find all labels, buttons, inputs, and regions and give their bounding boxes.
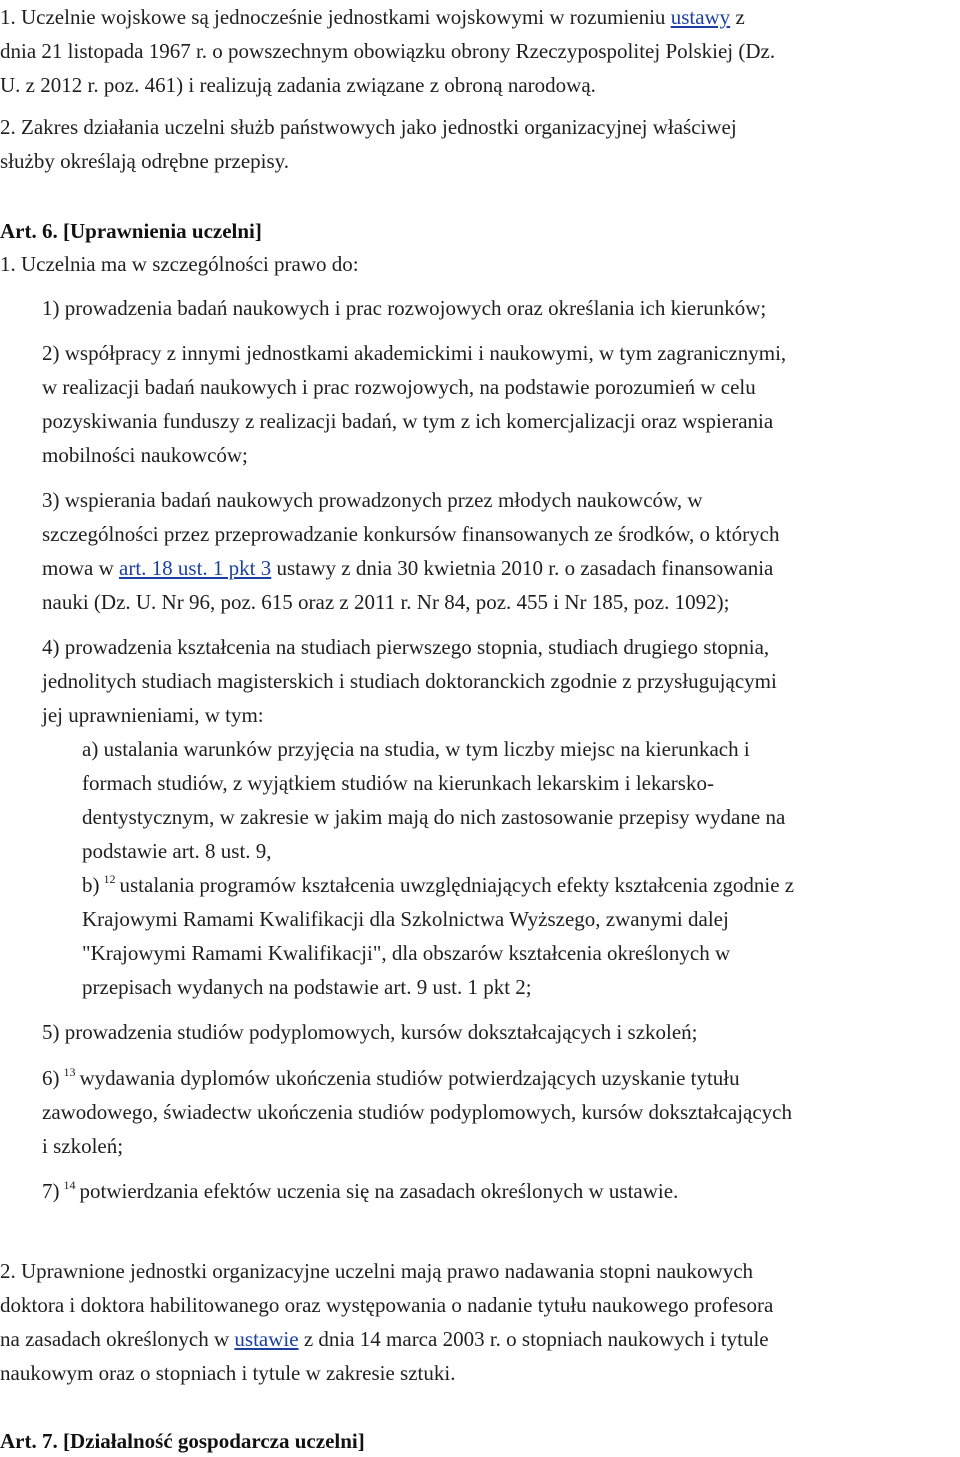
art6-item6-line1	[42, 1065, 740, 1091]
text: mowa w	[42, 556, 119, 580]
text: na zasadach określonych w	[0, 1327, 235, 1351]
art6-item4a-line3: dentystycznym, w zakresie w jakim mają do nich zastosowanie przepisy wydane na	[82, 805, 786, 829]
text: 1. Uczelnie wojskowe są jednocześnie jednostkami wojskowymi w rozumieniu	[0, 5, 671, 29]
text: ustawy z dnia 30 kwietnia 2010 r. o zasadach finansowania	[271, 556, 774, 580]
art6-item4a-line1: a) ustalania warunków przyjęcia na studia, w tym liczby miejsc na kierunkach i	[82, 737, 750, 761]
footnote-ref[interactable]: 12	[103, 872, 116, 886]
para2-line2: służby określają odrębne przepisy.	[0, 149, 290, 173]
para1-line3: U. z 2012 r. poz. 461) i realizują zadania związane z obroną narodową.	[0, 73, 596, 97]
para1-line2: dnia 21 listopada 1967 r. o powszechnym obowiązku obrony Rzeczypospolitej Polskiej (Dz.	[0, 39, 776, 63]
art6-item5: 5) prowadzenia studiów podyplomowych, kursów dokształcających i szkoleń;	[42, 1020, 698, 1044]
art6-item4b-line1	[82, 872, 794, 898]
art6-item4b-line3: "Krajowymi Ramami Kwalifikacji", dla obszarów kształcenia określonych w	[82, 941, 731, 965]
art6-para2-line4: naukowym oraz o stopniach i tytule w zakresie sztuki.	[0, 1361, 456, 1385]
footnote-ref[interactable]: 14	[63, 1178, 76, 1192]
text: ustalania programów kształcenia uwzględniających efekty kształcenia zgodnie z	[119, 873, 795, 897]
text: z dnia 14 marca 2003 r. o stopniach naukowych i tytule	[298, 1327, 769, 1351]
art7-heading: Art. 7. [Działalność gospodarcza uczelni]	[0, 1429, 365, 1453]
art6-item4-line2: jednolitych studiach magisterskich i studiach doktoranckich zgodnie z przysługującymi	[42, 669, 777, 693]
art6-item6-line2: zawodowego, świadectw ukończenia studiów podyplomowych, kursów dokształcających	[42, 1100, 792, 1124]
para2-line1: 2. Zakres działania uczelni służb państwowych jako jednostki organizacyjnej właściwej	[0, 115, 737, 139]
link-art-18[interactable]: art. 18 ust. 1 pkt 3	[119, 556, 272, 580]
art6-item6-line3: i szkoleń;	[42, 1134, 124, 1158]
art6-heading: Art. 6. [Uprawnienia uczelni]	[0, 219, 262, 243]
art6-item4b-line4: przepisach wydanych na podstawie art. 9 ust. 1 pkt 2;	[82, 975, 532, 999]
item-marker: b)	[82, 873, 100, 897]
footnote-ref[interactable]: 13	[63, 1065, 76, 1079]
art6-item4b-line2: Krajowymi Ramami Kwalifikacji dla Szkolnictwa Wyższego, zwanymi dalej	[82, 907, 729, 931]
art6-item2-line3: pozyskiwania funduszy z realizacji badań, w tym z ich komercjalizacji oraz wspierania	[42, 409, 774, 433]
art6-item2-line4: mobilności naukowców;	[42, 443, 248, 467]
art6-para2-line3	[0, 1326, 769, 1352]
art6-item1: 1) prowadzenia badań naukowych i prac rozwojowych oraz określania ich kierunków;	[42, 296, 767, 320]
art6-item2-line2: w realizacji badań naukowych i prac rozwojowych, na podstawie porozumień w celu	[42, 375, 756, 399]
art6-item3-line1: 3) wspierania badań naukowych prowadzonych przez młodych naukowców, w	[42, 488, 703, 512]
item-marker: 6)	[42, 1066, 60, 1090]
art6-item7	[42, 1178, 678, 1204]
art6-para2-line1: 2. Uprawnione jednostki organizacyjne uczelni mają prawo nadawania stopni naukowych	[0, 1259, 754, 1283]
para1-line1	[0, 4, 745, 30]
art6-item4a-line2: formach studiów, z wyjątkiem studiów na kierunkach lekarskim i lekarsko-	[82, 771, 714, 795]
item-marker: 7)	[42, 1179, 60, 1203]
link-ustawy[interactable]: ustawy	[670, 5, 731, 29]
art6-item2-line1: 2) współpracy z innymi jednostkami akademickimi i naukowymi, w tym zagranicznymi,	[42, 341, 787, 365]
art6-item3-line2: szczególności przez przeprowadzanie konkursów finansowanych ze środków, o których	[42, 522, 780, 546]
art6-intro: 1. Uczelnia ma w szczególności prawo do:	[0, 252, 359, 276]
art6-para2-line2: doktora i doktora habilitowanego oraz występowania o nadanie tytułu naukowego profesora	[0, 1293, 774, 1317]
text: potwierdzania efektów uczenia się na zasadach określonych w ustawie.	[79, 1179, 679, 1203]
text: z	[730, 5, 745, 29]
link-ustawie[interactable]: ustawie	[234, 1327, 299, 1351]
art6-item4-line3: jej uprawnieniami, w tym:	[42, 703, 264, 727]
text: wydawania dyplomów ukończenia studiów potwierdzających uzyskanie tytułu	[79, 1066, 740, 1090]
art6-item3-line4: nauki (Dz. U. Nr 96, poz. 615 oraz z 2011 r. Nr 84, poz. 455 i Nr 185, poz. 1092);	[42, 590, 730, 614]
art6-item3-line3	[42, 555, 773, 581]
art6-item4-line1: 4) prowadzenia kształcenia na studiach pierwszego stopnia, studiach drugiego stopnia,	[42, 635, 770, 659]
art6-item4a-line4: podstawie art. 8 ust. 9,	[82, 839, 272, 863]
